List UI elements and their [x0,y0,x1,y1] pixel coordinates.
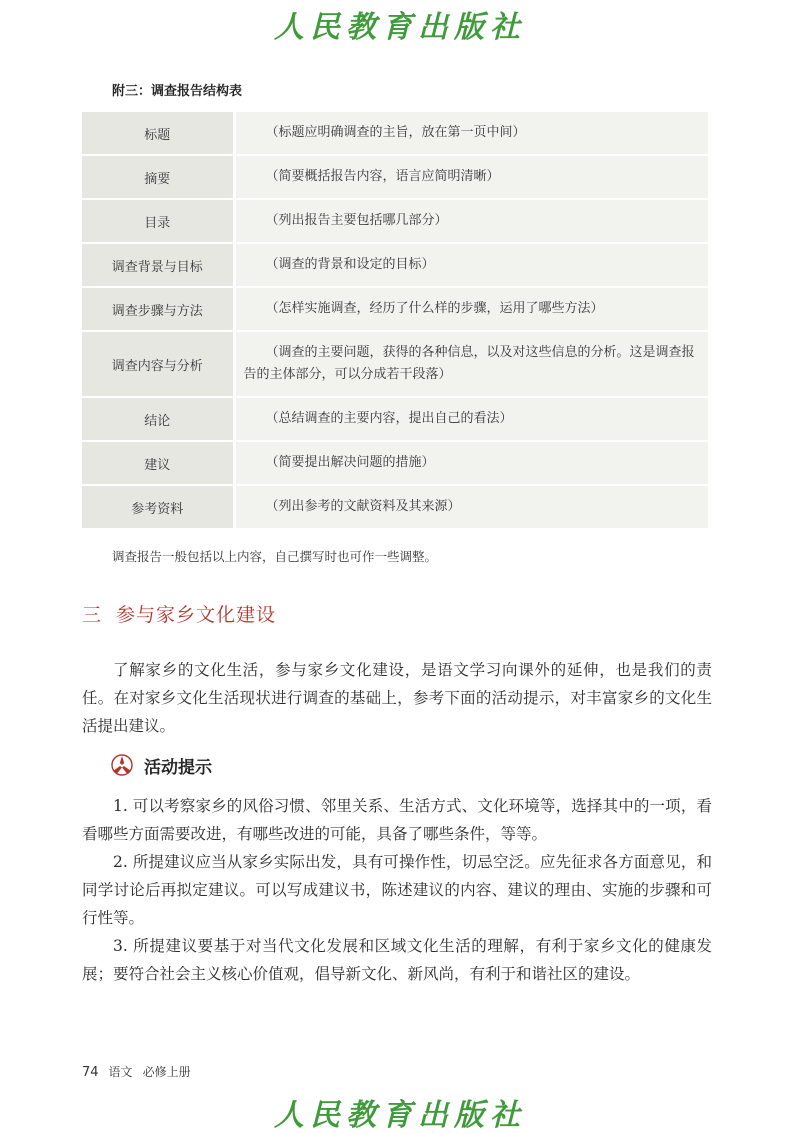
row-desc: （简要提出解决问题的措施） [234,441,708,485]
book-volume: 必修上册 [142,1065,191,1079]
appendix-title: 附三：调查报告结构表 [112,84,243,99]
section-number: 三 [82,604,103,626]
activity-label: 活动提示 [144,757,212,778]
row-label: 结论 [82,397,234,441]
row-label: 目录 [82,199,234,243]
intro-paragraph: 了解家乡的文化生活，参与家乡文化建设，是语文学习向课外的延伸，也是我们的责任。在对家乡文化生活现状进行调查的基础上，参考下面的活动提示，对丰富家乡的文化生活提出建议。 [82,661,712,735]
table-row [82,441,708,485]
table-row [82,397,708,441]
row-desc: （列出参考的文献资料及其来源） [234,485,708,529]
table-row [82,243,708,287]
activity-item-3: 3. 所提建议要基于对当代文化发展和区域文化生活的理解，有利于家乡文化的健康发展；要符合社会主义核心价值观，倡导新文化、新风尚，有利于和谐社区的建设。 [82,937,712,983]
row-desc: （调查的主要问题，获得的各种信息，以及对这些信息的分析。这是调查报告的主体部分，可以分成若干段落） [234,331,708,397]
table-row [82,155,708,199]
activity-item-1: 1. 可以考察家乡的风俗习惯、邻里关系、生活方式、文化环境等，选择其中的一项，看看哪些方面需要改进，有哪些改进的可能，具备了哪些条件，等等。 [82,797,712,843]
book-title: 语文 [108,1065,133,1079]
row-label: 调查背景与目标 [82,243,234,287]
table-row [82,331,708,397]
row-label: 参考资料 [82,485,234,529]
publisher-logo-bottom: 人民教育出版社 [274,1098,526,1133]
activity-heading [110,750,212,780]
row-desc: （总结调查的主要内容，提出自己的看法） [234,397,708,441]
row-desc: （调查的背景和设定的目标） [234,243,708,287]
row-label: 摘要 [82,155,234,199]
table-row [82,485,708,529]
row-desc: （列出报告主要包括哪几部分） [234,199,708,243]
row-label: 标题 [82,112,234,155]
row-label: 调查内容与分析 [82,331,234,397]
page-footer [82,1063,191,1080]
table-row [82,287,708,331]
section-title: 参与家乡文化建设 [116,604,277,626]
table-row [82,112,708,155]
publisher-logo-top: 人民教育出版社 [274,10,526,45]
report-structure-table [82,112,708,530]
section-heading [82,600,276,627]
page-number: 74 [82,1065,99,1080]
table-row [82,199,708,243]
row-desc: （标题应明确调查的主旨，放在第一页中间） [234,112,708,155]
row-label: 建议 [82,441,234,485]
activity-icon [110,754,134,776]
activity-item-2: 2. 所提建议应当从家乡实际出发，具有可操作性，切忌空泛。应先征求各方面意见，和同学讨论后再拟定建议。可以写成建议书，陈述建议的内容、建议的理由、实施的步骤和可行性等。 [82,853,712,927]
row-desc: （怎样实施调查，经历了什么样的步骤，运用了哪些方法） [234,287,708,331]
table-note: 调查报告一般包括以上内容，自己撰写时也可作一些调整。 [112,549,438,564]
row-desc: （简要概括报告内容，语言应简明清晰） [234,155,708,199]
row-label: 调查步骤与方法 [82,287,234,331]
